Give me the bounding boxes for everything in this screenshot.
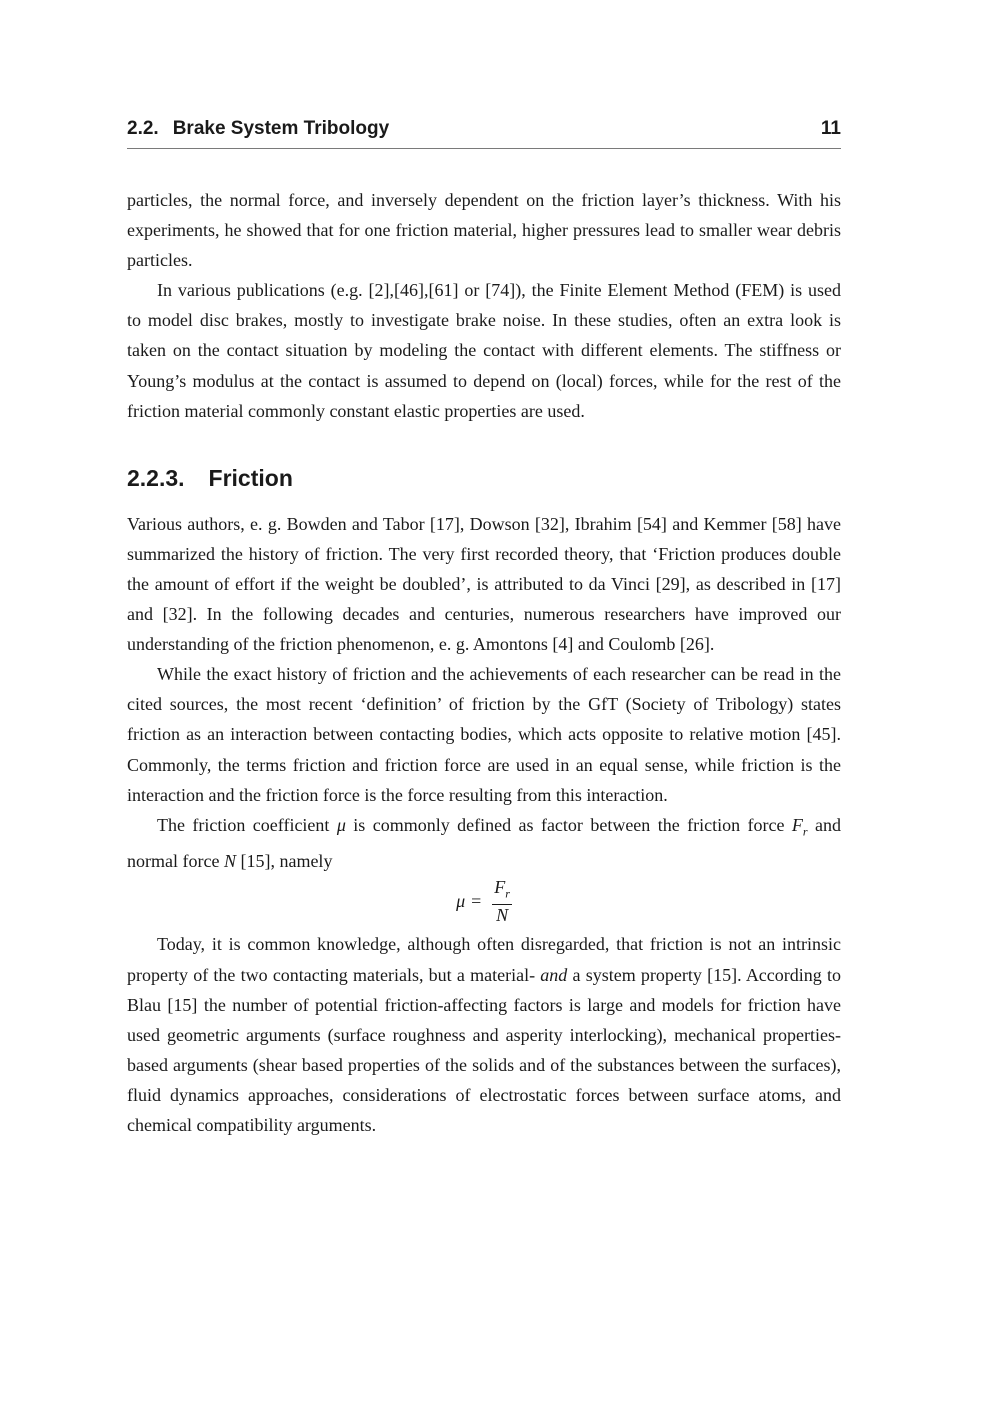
header-section-title: Brake System Tribology bbox=[172, 118, 390, 139]
paragraph-fem: In various publications (e.g. [2],[46],[61] or [74]), the Finite Element Method (FEM) is used to model disc brakes, mostly to investigate brake noise. In these studies, often an extra look is taken on the contact situation by modeling the contact with different elements. The stiffness or Young’s modulus at the contact is assumed to depend on (local) forces, while for the rest of the friction material commonly constant elastic properties are used. bbox=[127, 280, 841, 421]
text-segment: [15], namely bbox=[235, 851, 333, 872]
math-subscript-r: r bbox=[802, 824, 808, 839]
text-segment: Today, it is common knowledge, although often disregarded, that friction is not an intrinsic property of the two contacting materials, but a material- bbox=[127, 934, 841, 985]
equation-fraction bbox=[492, 877, 512, 927]
text-segment: is commonly defined as factor between the friction force bbox=[345, 814, 792, 835]
section-heading bbox=[127, 463, 841, 493]
paragraph-history: Various authors, e. g. Bowden and Tabor [17], Dowson [32], Ibrahim [54] and Kemmer [58] have summarized the history of friction. The very first recorded theory, that ‘Friction produces double the amount of effort if the weight be doubled’, is attributed to da Vinci [29], as described in [17] and [32]. In the following decades and centuries, numerous researchers have improved our understanding of the friction phenomenon, e. g. Amontons [4] and Coulomb [26]. bbox=[127, 513, 841, 655]
text-segment: and normal force bbox=[127, 814, 841, 872]
page bbox=[127, 118, 841, 1140]
text-segment: a system property [15]. According to Blau [15] the number of potential friction-affecting factors is large and models for friction have used geometric arguments (surface roughness and asperity interlocking), mechanical properties-based arguments (shear based properties of the solids and of the substances between the surfaces), fluid dynamics approaches, considerations of electrostatic forces between surface atoms, and chemical compatibility arguments. bbox=[127, 964, 842, 1136]
paragraph-definition: While the exact history of friction and the achievements of each researcher can be read in the cited sources, the most recent ‘definition’ of friction by the GfT (Society of Tribology) states friction as an interaction between contacting bodies, which acts opposite to relative motion [45]. Commonly, the terms friction and friction force are used in an equal sense, while friction is the interaction and the friction force is the force resulting from this interaction. bbox=[127, 664, 841, 805]
header-section-number: 2.2. bbox=[127, 118, 159, 139]
equation-lhs: μ bbox=[456, 890, 466, 911]
math-F: F bbox=[791, 814, 803, 835]
emphasis-and: and bbox=[540, 964, 568, 985]
fraction-numerator bbox=[492, 877, 512, 906]
paragraph-system-property bbox=[127, 929, 841, 1140]
numerator-subscript: r bbox=[505, 886, 510, 901]
friction-equation bbox=[127, 876, 841, 926]
paragraph-coefficient bbox=[127, 810, 841, 877]
math-N: N bbox=[223, 851, 236, 872]
running-header bbox=[127, 118, 841, 149]
section-title: Friction bbox=[208, 464, 293, 491]
math-mu: μ bbox=[336, 814, 346, 835]
numerator-F: F bbox=[494, 876, 506, 897]
paragraph-continued: particles, the normal force, and inversely dependent on the friction layer’s thickness. With his experiments, he showed that for one friction material, higher pressures lead to smaller wear debris particles. bbox=[127, 190, 841, 271]
running-header-title bbox=[127, 118, 389, 140]
section-number: 2.2.3. bbox=[127, 464, 185, 491]
text-segment: The friction coefficient bbox=[157, 814, 337, 835]
equation-equals: = bbox=[471, 890, 482, 911]
fraction-denominator: N bbox=[496, 905, 509, 926]
page-number: 11 bbox=[820, 118, 841, 139]
